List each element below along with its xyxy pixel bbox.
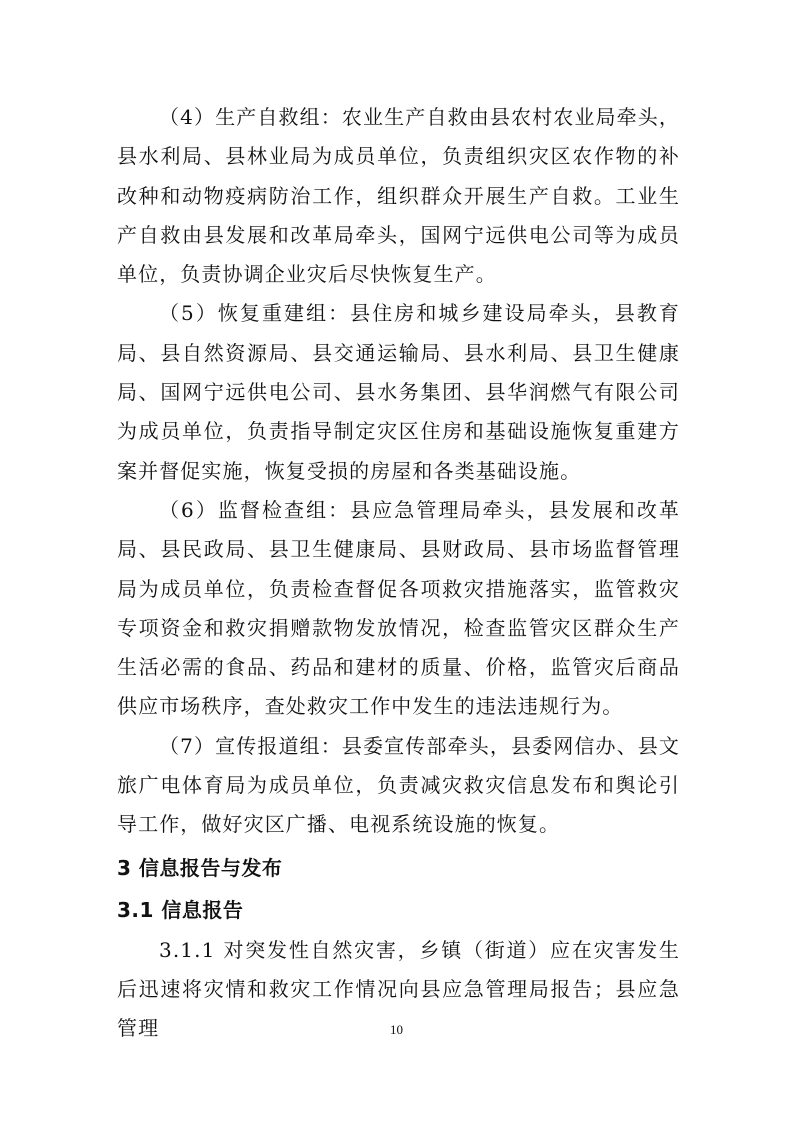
paragraph-3-1-1: 3.1.1 对突发性自然灾害，乡镇（街道）应在灾害发生后迅速将灾情和救灾工作情况向县应急管理局报告；县应急管理 (117, 937, 680, 1041)
page-number: 10 (390, 1022, 403, 1037)
paragraph-supervision-inspection-group: （6）监督检查组：县应急管理局牵头，县发展和改革局、县民政局、县卫生健康局、县财政局、县市场监督管理局为成员单位，负责检查督促各项救灾措施落实，监管救灾专项资金和救灾捐赠款物发放情况，检查监管灾区群众生产生活必需的食品、药品和建材的质量、价格，监管灾后商品供应市场秩序，查处救灾工作中发生的违法违规行为。 (117, 497, 680, 719)
section-heading-3: 3 信息报告与发布 (117, 855, 283, 880)
page-body (117, 98, 680, 1049)
paragraph-recovery-reconstruction-group: （5）恢复重建组：县住房和城乡建设局牵头，县教育局、县自然资源局、县交通运输局、县水利局、县卫生健康局、国网宁远供电公司、县水务集团、县华润燃气有限公司为成员单位，负责指导制定灾区住房和基础设施恢复重建方案并督促实施，恢复受损的房屋和各类基础设施。 (117, 301, 680, 483)
paragraph-publicity-reporting-group: （7）宣传报道组：县委宣传部牵头，县委网信办、县文旅广电体育局为成员单位，负责减灾救灾信息发布和舆论引导工作，做好灾区广播、电视系统设施的恢复。 (117, 733, 680, 837)
paragraph-production-self-rescue-group: （4）生产自救组：农业生产自救由县农村农业局牵头，县水利局、县林业局为成员单位，负责组织灾区农作物的补改种和动物疫病防治工作，组织群众开展生产自救。工业生产自救由县发展和改革局牵头，国网宁远供电公司等为成员单位，负责协调企业灾后尽快恢复生产。 (117, 105, 680, 287)
section-heading-3-1: 3.1 信息报告 (117, 897, 244, 922)
